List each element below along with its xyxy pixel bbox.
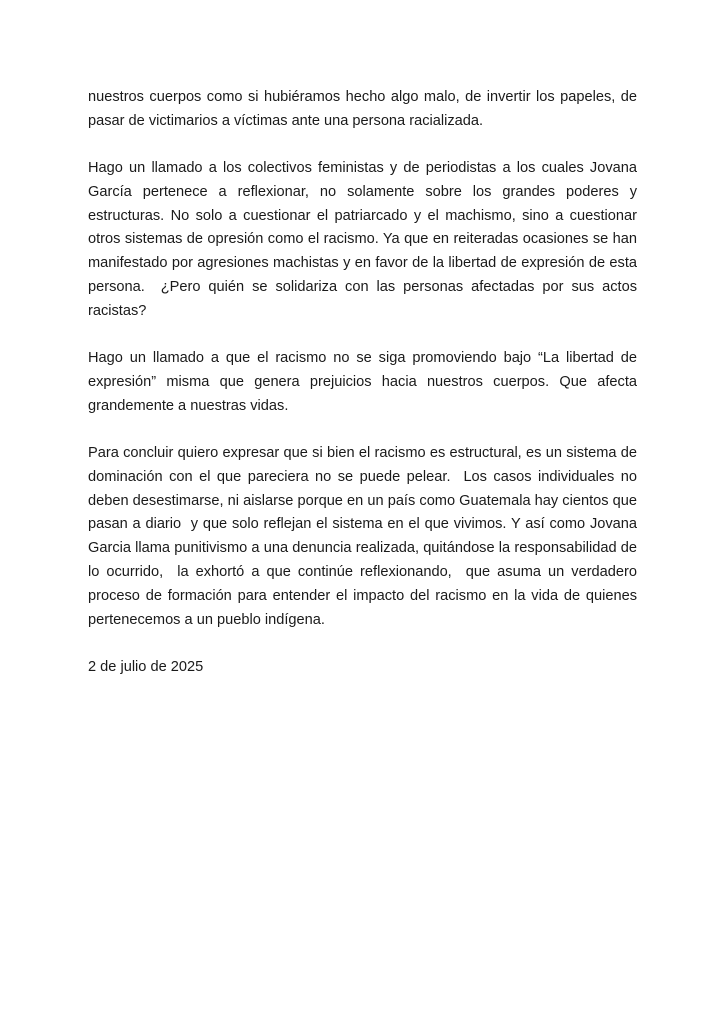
- paragraph-continuation: nuestros cuerpos como si hubiéramos hecho algo malo, de invertir los papeles, de pasar de victimarios a víctimas ante una persona racializada.: [88, 89, 642, 129]
- paragraph-call-against-racism: Hago un llamado a que el racismo no se siga promoviendo bajo “La libertad de expresión” misma que genera prejuicios hacia nuestros cuerpos. Que afecta grandemente a nuestras vidas.: [88, 350, 642, 414]
- paragraph-conclusion: Para concluir quiero expresar que si bien el racismo es estructural, es un sistema de dominación con el que pareciera no se puede pelear. Los casos individuales no deben desestimarse, ni aislarse porque en un país como Guatemala hay cientos que pasan a diario y que solo reflejan el sistema en el que vivimos. Y así como Jovana Garcia llama punitivismo a una denuncia realizada, quitándose la responsabilidad de lo ocurrido, la exhortó a que continúe reflexionando, que asuma un verdadero proceso de formación para entender el impacto del racismo en la vida de quienes pertenecemos a un pueblo indígena.: [88, 445, 642, 628]
- document-body: [88, 86, 642, 680]
- document-date: 2 de julio de 2025: [88, 658, 204, 675]
- paragraph-call-to-collectives: Hago un llamado a los colectivos feministas y de periodistas a los cuales Jovana García pertenece a reflexionar, no solamente sobre los grandes poderes y estructuras. No solo a cuestionar el patriarcado y el machismo, sino a cuestionar otros sistemas de opresión como el racismo. Ya que en reiteradas ocasiones se han manifestado por agresiones machistas y en favor de la libertad de expresión de esta persona. ¿Pero quién se solidariza con las personas afectadas por sus actos racistas?: [88, 160, 642, 319]
